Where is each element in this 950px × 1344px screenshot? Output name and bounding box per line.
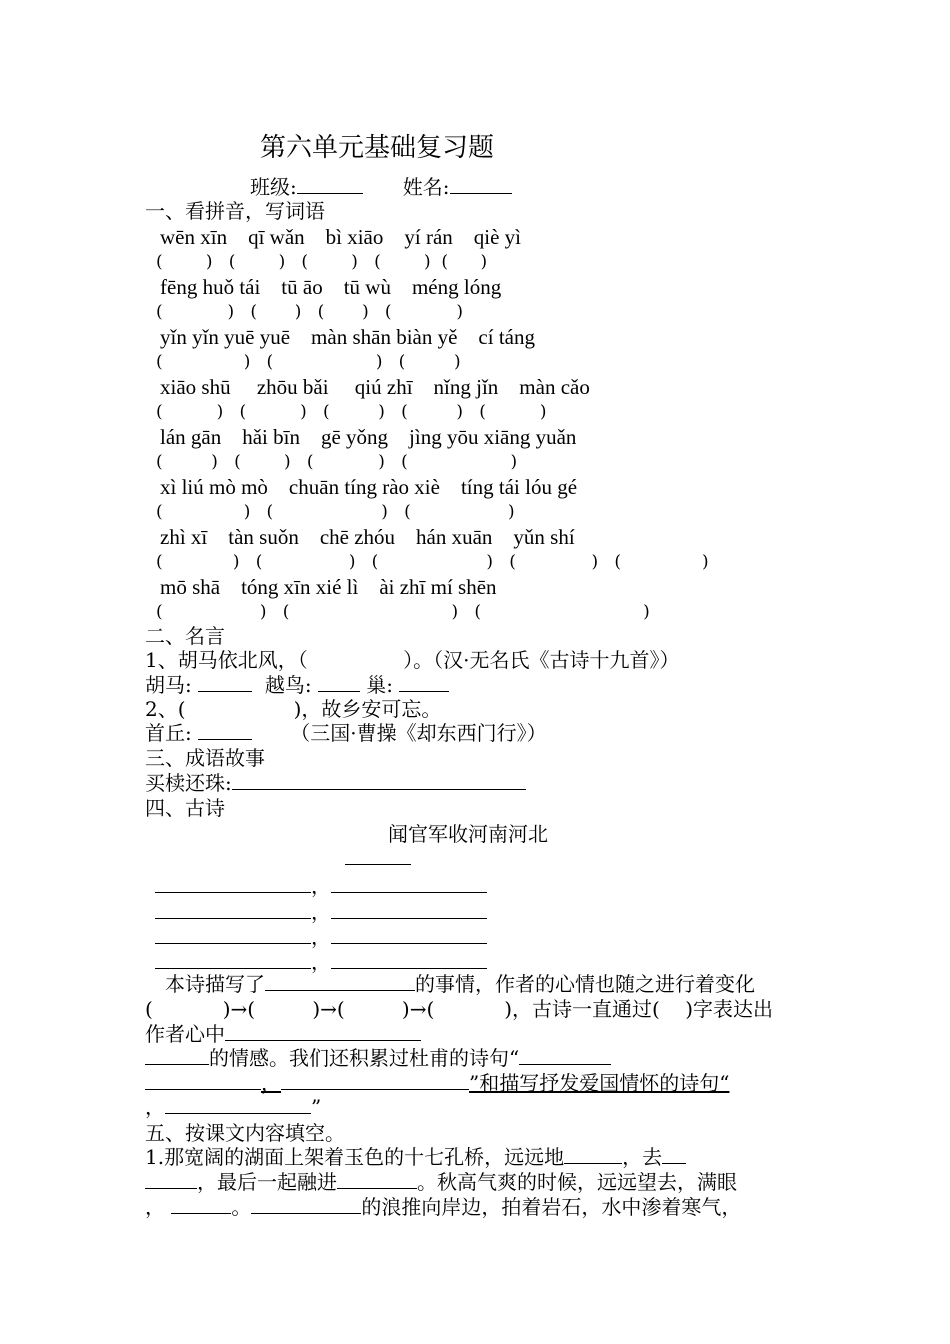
text: ， xyxy=(145,1095,165,1119)
pinyin-row: lán gān hǎi bīn gē yǒng jìng yōu xiāng yuǎn xyxy=(160,425,577,449)
answer-brackets[interactable]: ( ) ( ) ( ) ( ) xyxy=(156,302,464,322)
fill-blank[interactable] xyxy=(171,1195,231,1214)
name-blank[interactable] xyxy=(450,175,512,194)
answer-brackets[interactable]: ( ) ( ) ( ) ( ) ( ) xyxy=(156,252,488,272)
pinyin-row: mō shā tóng xīn xié lì ài zhī mí shēn xyxy=(160,575,497,599)
poem-blank[interactable] xyxy=(331,950,487,969)
term-blank[interactable] xyxy=(198,673,252,692)
fill-blank[interactable] xyxy=(145,1170,197,1189)
quote2: 2、( )，故乡安可忘。 xyxy=(145,697,442,721)
text: ，去 xyxy=(622,1145,663,1169)
quote1-terms xyxy=(145,673,449,697)
pinyin-row: wēn xīn qī wǎn bì xiāo yí rán qiè yì xyxy=(160,225,522,249)
poem-line xyxy=(155,950,487,974)
idiom-blank[interactable] xyxy=(232,771,526,790)
answer-brackets[interactable]: ( ) ( ) ( ) xyxy=(156,602,650,622)
verse-blank[interactable] xyxy=(519,1046,611,1065)
verse-blank[interactable] xyxy=(281,1071,469,1090)
comma: ， xyxy=(311,900,331,924)
section5-heading: 五、按课文内容填空。 xyxy=(145,1121,345,1145)
text: ， xyxy=(145,1195,165,1219)
poem-blank[interactable] xyxy=(155,925,311,944)
text: 的浪推向岸边，拍着岩石，水中渗着寒气， xyxy=(361,1195,742,1219)
answer-brackets[interactable]: ( ) ( ) ( ) xyxy=(156,352,461,372)
term-blank[interactable] xyxy=(399,673,449,692)
pinyin-row: xiāo shū zhōu bǎi qiú zhī nǐng jǐn màn cǎo xyxy=(160,375,590,399)
poem-line xyxy=(155,874,487,898)
text: ” xyxy=(311,1095,322,1119)
fill-blank[interactable] xyxy=(662,1145,686,1164)
quote1: 1、胡马依北风，（ ）。（汉·无名氏《古诗十九首》） xyxy=(145,648,680,672)
poem-blank[interactable] xyxy=(331,874,487,893)
answer-brackets[interactable]: ( ) ( ) ( ) ( ) ( ) xyxy=(156,402,547,422)
text: ，最后一起融进 xyxy=(197,1170,337,1194)
poem-analysis-1 xyxy=(165,972,755,996)
name-label: 姓名: xyxy=(402,175,450,199)
idiom-row xyxy=(145,771,526,795)
fill-line-1 xyxy=(145,1145,686,1169)
text: 。 xyxy=(231,1195,252,1219)
section3-heading: 三、成语故事 xyxy=(145,746,265,770)
text: 的情感。我们还积累过杜甫的诗句“ xyxy=(209,1046,520,1070)
term-blank[interactable] xyxy=(198,721,252,740)
poem-blank[interactable] xyxy=(155,900,311,919)
poem-analysis-4 xyxy=(145,1046,611,1070)
comma: ， xyxy=(311,950,331,974)
poem-blank[interactable] xyxy=(331,925,487,944)
verse-blank[interactable] xyxy=(145,1071,261,1090)
comma: ， xyxy=(311,874,331,898)
term-blank[interactable] xyxy=(318,673,360,692)
text: 1.那宽阔的湖面上架着玉色的十七孔桥，远远地 xyxy=(145,1145,565,1169)
answer-brackets[interactable]: ( ) ( ) ( ) ( ) ( ) xyxy=(156,552,709,572)
event-blank[interactable] xyxy=(265,972,415,991)
fill-line-2 xyxy=(145,1170,737,1194)
pinyin-row: xì liú mò mò chuān tíng rào xiè tíng tái lóu gé xyxy=(160,475,578,499)
poem-blank[interactable] xyxy=(155,874,311,893)
poem-blank[interactable] xyxy=(155,950,311,969)
poem-blank[interactable] xyxy=(331,900,487,919)
text: 。秋高气爽的时候，远远望去，满眼 xyxy=(417,1170,737,1194)
poem-analysis-3 xyxy=(145,1022,421,1046)
quote-source: （三国·曹操《却东西门行》） xyxy=(290,721,547,745)
answer-brackets[interactable]: ( ) ( ) ( ) ( ) xyxy=(156,452,518,472)
poem-line xyxy=(155,925,487,949)
class-blank[interactable] xyxy=(297,175,363,194)
verse-blank[interactable] xyxy=(165,1095,311,1114)
text: 本诗描写了 xyxy=(165,972,265,996)
text: 的事情，作者的心情也随之进行着变化 xyxy=(415,972,755,996)
term-label: 巢: xyxy=(366,673,394,697)
poem-author-row xyxy=(345,846,411,870)
term-label: 首丘: xyxy=(145,721,192,745)
fill-line-3 xyxy=(145,1195,741,1219)
comma: ， xyxy=(311,925,331,949)
idiom-label: 买椟还珠: xyxy=(145,771,232,795)
quote2-terms xyxy=(145,721,547,745)
section2-heading: 二、名言 xyxy=(145,624,225,648)
poem-title: 闻官军收河南河北 xyxy=(388,822,548,846)
fill-blank[interactable] xyxy=(564,1145,622,1164)
poem-analysis-5 xyxy=(145,1071,729,1095)
pinyin-row: zhì xī tàn suǒn chē zhóu hán xuān yǔn shí xyxy=(160,525,575,549)
pinyin-row: fēng huǒ tái tū āo tū wù méng lóng xyxy=(160,275,502,299)
answer-brackets[interactable]: ( ) ( ) ( ) xyxy=(156,502,515,522)
term-label: 胡马: xyxy=(145,673,192,697)
pinyin-row: yǐn yǐn yuē yuē màn shān biàn yě cí táng xyxy=(160,325,535,349)
section1-heading: 一、看拼音，写词语 xyxy=(145,199,325,223)
fill-blank[interactable] xyxy=(337,1170,417,1189)
poem-line xyxy=(155,900,487,924)
page-title: 第六单元基础复习题 xyxy=(260,133,495,163)
text: ， xyxy=(261,1071,281,1095)
author-blank[interactable] xyxy=(345,846,411,865)
class-label: 班级: xyxy=(250,175,297,199)
section4-heading: 四、古诗 xyxy=(145,796,225,820)
text: ”和描写抒发爱国情怀的诗句“ xyxy=(469,1071,730,1095)
class-name-row xyxy=(250,175,512,199)
text: 作者心中 xyxy=(145,1022,225,1046)
fill-blank[interactable] xyxy=(251,1195,361,1214)
feeling-blank[interactable] xyxy=(145,1046,209,1065)
feeling-blank[interactable] xyxy=(225,1022,421,1041)
term-label: 越鸟: xyxy=(264,673,312,697)
poem-analysis-2: ( )→( )→( )→( )，古诗一直通过( )字表达出 xyxy=(145,997,774,1021)
poem-analysis-6 xyxy=(145,1095,321,1119)
